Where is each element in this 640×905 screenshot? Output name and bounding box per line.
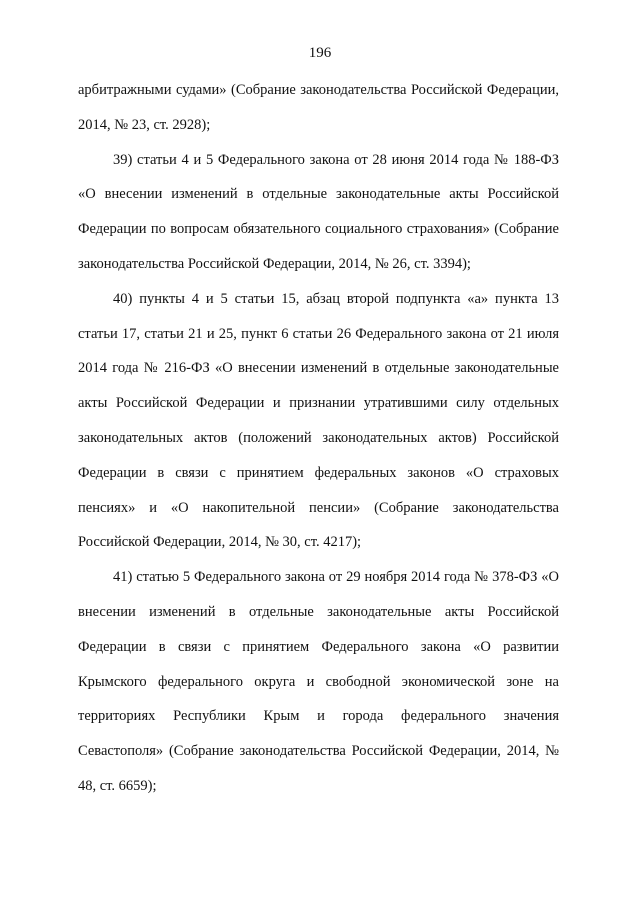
page-number: 196 — [308, 45, 332, 61]
document-body — [78, 73, 559, 804]
paragraph-item-39: 39) статьи 4 и 5 Федерального закона от 28 июня 2014 года № 188-ФЗ «О внесении изменений в отдельные законодательные акты Российской Федерации по вопросам обязательного социального страхования» (Собрание законодательства Российской Федерации, 2014, № 26, ст. 3394); — [78, 151, 559, 272]
paragraph-item-41: 41) статью 5 Федерального закона от 29 ноября 2014 года № 378-ФЗ «О внесении изменений в отдельные законодательные акты Российской Федерации в связи с принятием Федерального закона «О развитии Крымского федерального округа и свободной экономической зоне на территориях Республики Крым и города федерального значения Севастополя» (Собрание законодательства Российской Федерации, 2014, № 48, ст. 6659); — [78, 569, 559, 794]
paragraph-item-40: 40) пункты 4 и 5 статьи 15, абзац второй подпункта «а» пункта 13 статьи 17, статьи 21 и 25, пункт 6 статьи 26 Федерального закона от 21 июля 2014 года № 216-ФЗ «О внесении изменений в отдельные законодательные акты Российской Федерации и признании утратившими силу отдельных законодательных актов (положений законодательных актов) Российской Федерации в связи с принятием федеральных законов «О страховых пенсиях» и «О накопительной пенсии» (Собрание законодательства Российской Федерации, 2014, № 30, ст. 4217); — [78, 290, 559, 551]
paragraph-continuation: арбитражными судами» (Собрание законодательства Российской Федерации, 2014, № 23, ст. 2928); — [78, 82, 559, 133]
